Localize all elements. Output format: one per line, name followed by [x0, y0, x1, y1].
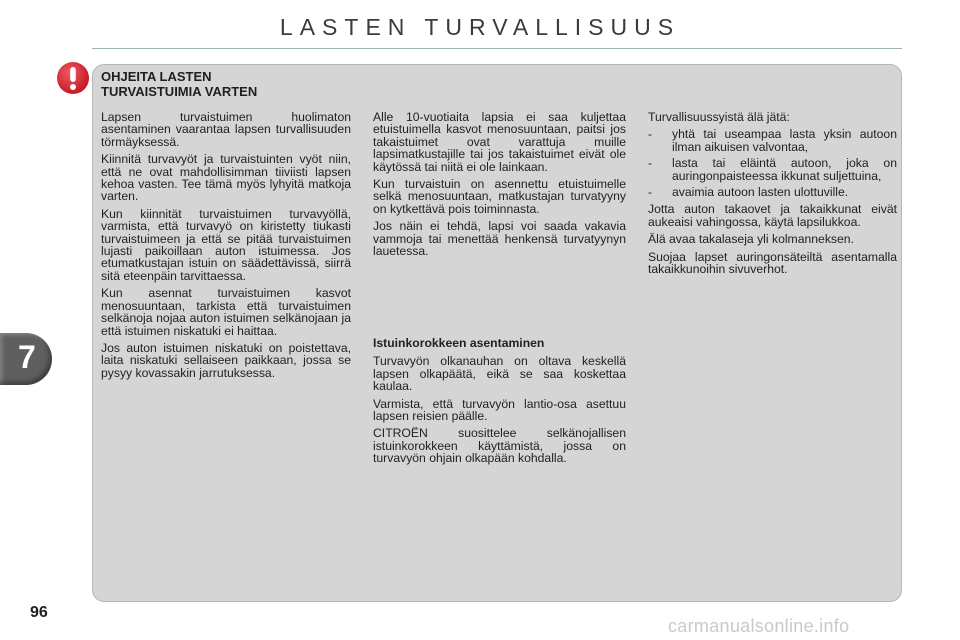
paragraph: Kun asennat turvaistuimen kasvot menosuuntaan, tarkista että turvaistuimen selkänoja nojaa auton istuimen selkänojaan ja että istuimen niskatuki ei haittaa. [101, 286, 351, 338]
exclamation-warning-icon [56, 61, 90, 95]
chapter-number: 7 [18, 339, 36, 375]
column-2 [373, 111, 626, 262]
column-3 [648, 111, 897, 280]
title-divider [92, 48, 902, 49]
list-item: - yhtä tai useampaa lasta yksin autoon ilman aikuisen valvontaa, [648, 128, 897, 153]
panel-heading [101, 69, 361, 99]
column-1 [101, 111, 351, 384]
list-item: - avaimia autoon lasten ulottuville. [648, 186, 897, 198]
paragraph: Jos auton istuimen niskatuki on poistettava, laita niskatuki sellaiseen paikkaan, jossa se pysyy kovassakin jarrutuksessa. [101, 340, 351, 380]
paragraph: Älä avaa takalaseja yli kolmanneksen. [648, 232, 854, 247]
paragraph: Jotta auton takaovet ja takaikkunat eivät aukeaisi vahingossa, käytä lapsilukkoa. [648, 202, 897, 229]
safety-list [648, 128, 897, 198]
paragraph: Alle 10-vuotiaita lapsia ei saa kuljettaa etuistuimella kasvot menosuuntaan, paitsi jos takaistuimet ovat varattuja muille lapsimatkustajille tai jos takaistuimet eivät ole käytössä tai niitä ei ole lainkaan. [373, 110, 626, 174]
page-title: LASTEN TURVALLISUUS [279, 14, 681, 40]
paragraph: Suojaa lapset auringonsäteiltä asentamalla takaikkunoihin sivuverhot. [648, 249, 897, 277]
booster-seat-section [373, 337, 626, 470]
paragraph: CITROËN suosittelee selkänojallisen istuinkorokkeen käyttämistä, jossa on turvavyön ohjain olkapään kohdalla. [373, 426, 626, 466]
chapter-tab[interactable] [0, 333, 52, 385]
watermark: carmanualsonline.info [668, 616, 850, 636]
page-number: 96 [30, 604, 48, 621]
paragraph: Lapsen turvaistuimen huolimaton asentaminen vaarantaa lapsen turvallisuuden törmäyksessä. [101, 110, 351, 149]
paragraph: Varmista, että turvavyön lantio-osa asettuu lapsen reisien päälle. [373, 396, 626, 424]
paragraph: Kun turvaistuin on asennettu etuistuimelle selkä menosuuntaan, matkustajan turvatyyny on kytkettävä pois toiminnasta. [373, 177, 626, 216]
booster-seat-subheading: Istuinkorokkeen asentaminen [373, 336, 545, 350]
list-intro: Turvallisuussyistä älä jätä: [648, 110, 790, 124]
paragraph: Jos näin ei tehdä, lapsi voi saada vakavia vammoja tai menettää henkensä turvatyynyn lauetessa. [373, 219, 626, 259]
list-item: - lasta tai eläintä autoon, joka on auringonpaisteessa ikkunat suljettuina, [648, 157, 897, 182]
paragraph: Turvavyön olkanauhan on oltava keskellä lapsen olkapäätä, eikä se saa koskettaa kaulaa. [373, 354, 626, 394]
paragraph: Kun kiinnität turvaistuimen turvavyöllä, varmista, että turvavyö on kiristetty tiukasti turvaistuimeen ja että se pitää turvaistuimen lujasti paikoillaan auton istuimessa. Jos etumatkustajan istuin on säädettävissä, siirrä sitä eteenpäin tarvittaessa. [101, 206, 351, 283]
panel-heading-line1: OHJEITA LASTEN [101, 69, 212, 84]
paragraph: Kiinnitä turvavyöt ja turvaistuinten vyöt niin, että ne ovat mahdollisimman tiiviisti lapsen kehoa vasten. Tee tämä myös lyhyitä matkoja varten. [101, 152, 351, 204]
panel-heading-line2: TURVAISTUIMIA VARTEN [101, 84, 258, 99]
